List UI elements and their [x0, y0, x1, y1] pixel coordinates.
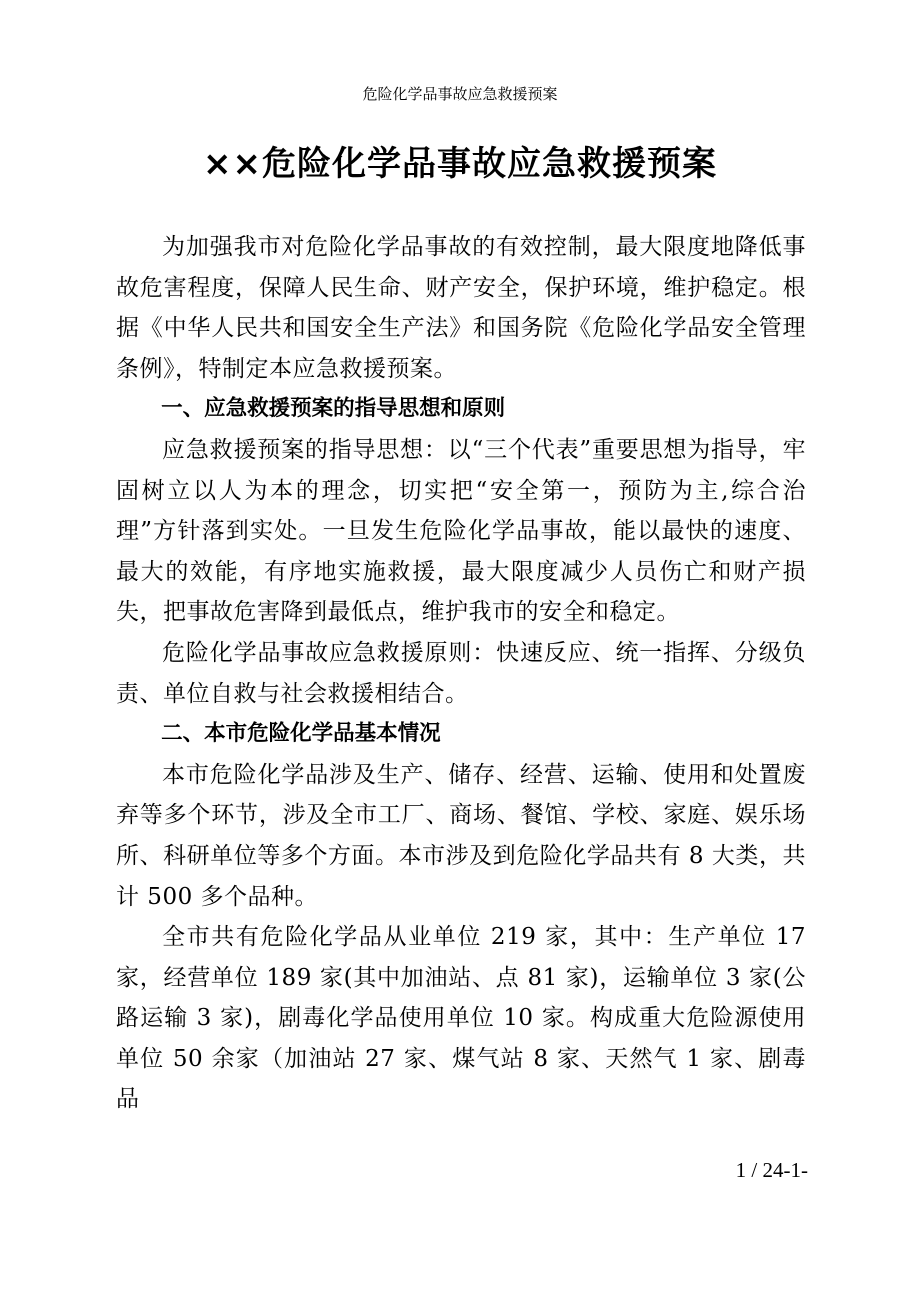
- section1-paragraph-2: 危险化学品事故应急救援原则：快速反应、统一指挥、分级负责、单位自救与社会救援相结合。: [116, 639, 806, 707]
- page-number: 1 / 24-1-: [735, 1158, 808, 1182]
- section2-paragraph-2: 全市共有危险化学品从业单位 219 家，其中：生产单位 17 家，经营单位 189 家(其中加油站、点 81 家)，运输单位 3 家(公路运输 3 家)，剧毒化学品使用单位 10 家。构成重大危险源使用单位 50 余家（加油站 27 家、煤气站 8 家、天然气 1 家、剧毒品: [116, 924, 806, 1113]
- running-header: 危险化学品事故应急救援预案: [362, 85, 558, 103]
- document-body: [116, 227, 806, 1120]
- intro-paragraph: 为加强我市对危险化学品事故的有效控制，最大限度地降低事故危害程度，保障人民生命、财产安全，保护环境，维护稳定。根据《中华人民共和国安全生产法》和国务院《危险化学品安全管理条例》，特制定本应急救援预案。: [116, 234, 806, 382]
- document-title: ××危险化学品事故应急救援预案: [203, 144, 717, 184]
- section-heading-1: 一、应急救援预案的指导思想和原则: [161, 396, 506, 422]
- section2-paragraph-1: 本市危险化学品涉及生产、储存、经营、运输、使用和处置废弃等多个环节，涉及全市工厂、商场、餐馆、学校、家庭、娱乐场所、科研单位等多个方面。本市涉及到危险化学品共有 8 大类，共计 500 多个品种。: [116, 761, 806, 910]
- section1-paragraph-1: 应急救援预案的指导思想：以“三个代表”重要思想为指导，牢固树立以人为本的理念，切实把“安全第一，预防为主,综合治理”方针落到实处。一旦发生危险化学品事故，能以最快的速度、最大的效能，有序地实施救援，最大限度减少人员伤亡和财产损失，把事故危害降到最低点，维护我市的安全和稳定。: [116, 436, 806, 626]
- section-heading-2: 二、本市危险化学品基本情况: [161, 721, 441, 747]
